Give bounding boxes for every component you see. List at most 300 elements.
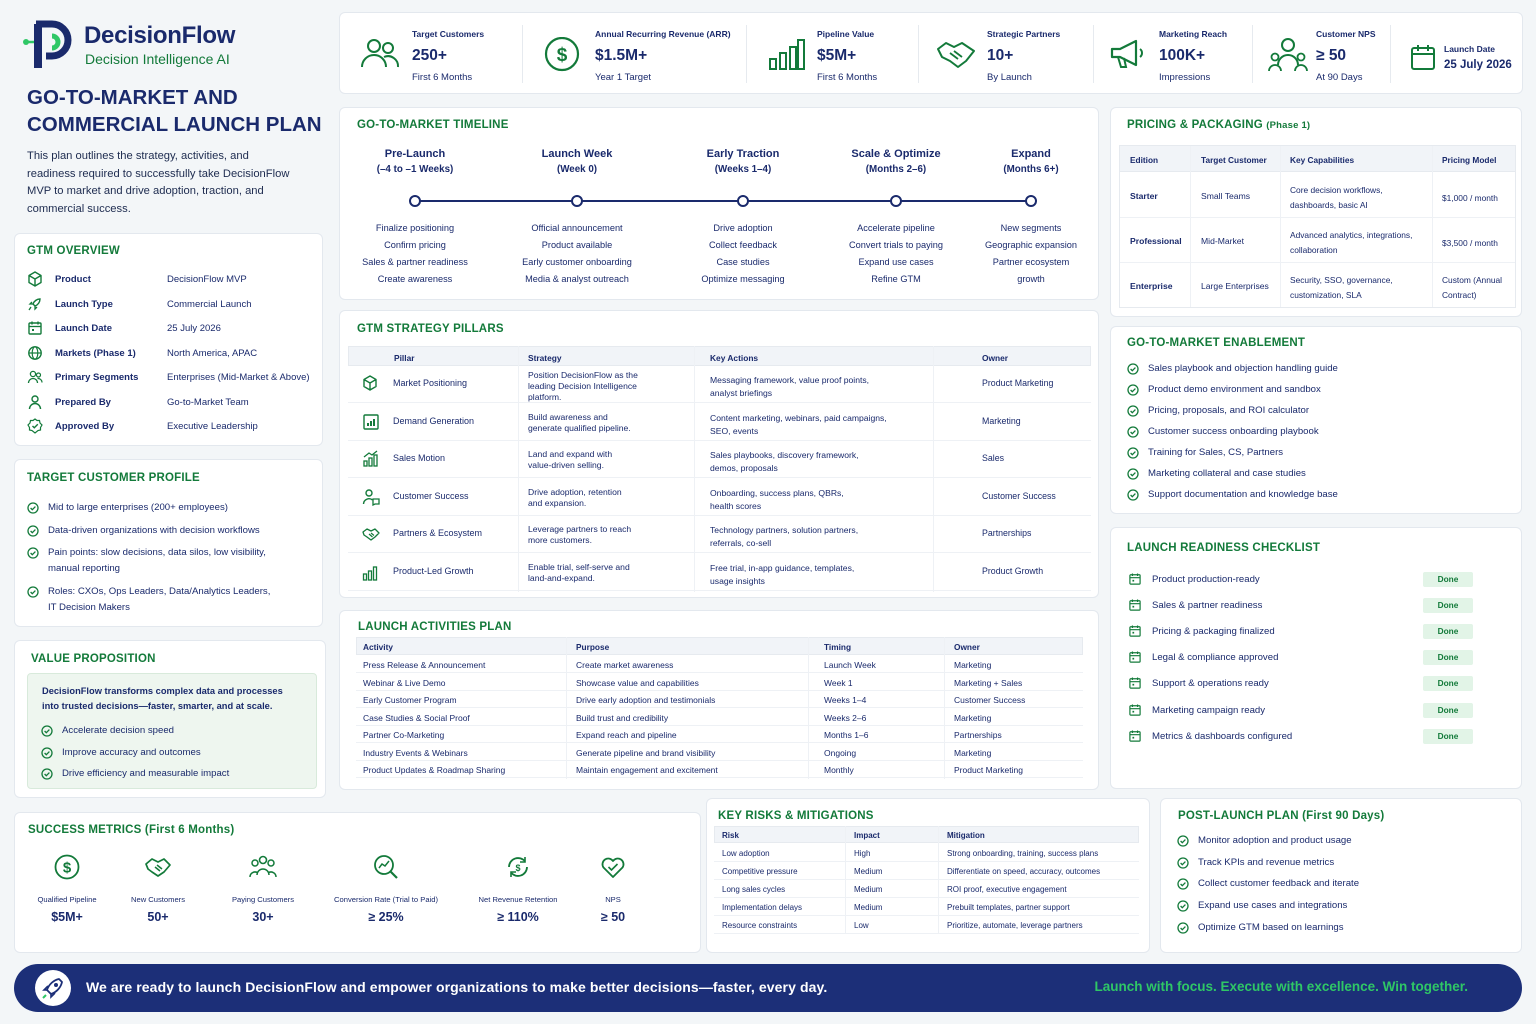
overview-key: Primary Segments [55, 372, 139, 383]
bar-chart-icon [362, 563, 380, 581]
status-badge: Done [1423, 624, 1473, 639]
column-header: Timing [824, 642, 852, 652]
activity-cell: Maintain engagement and excitement [576, 765, 718, 775]
activity-cell: Expand reach and pipeline [576, 730, 677, 740]
calendar-icon [1128, 650, 1142, 664]
phase-item: Confirm pricing [384, 240, 446, 250]
overview-row [27, 421, 317, 437]
footer-message: We are ready to launch DecisionFlow and empower organizations to make better decisions—faster, every day. [86, 979, 828, 995]
title-line-2: COMMERCIAL LAUNCH PLAN [27, 113, 322, 136]
edition-capabilities [1290, 228, 1412, 258]
timeline-node [737, 195, 749, 207]
risks-table [714, 826, 1139, 946]
readiness-item [1127, 572, 1507, 590]
activity-cell: Launch Week [824, 660, 876, 670]
status-badge: Done [1423, 729, 1473, 744]
gtm-timeline-panel [339, 107, 1099, 300]
users-icon [249, 853, 277, 881]
activity-cell: Industry Events & Webinars [363, 747, 468, 758]
footer-tagline: Launch with focus. Execute with excellence. Win together. [1094, 979, 1468, 994]
activity-row [356, 761, 1083, 778]
activity-cell: Press Release & Announcement [363, 660, 486, 670]
pillar-owner: Partnerships [982, 528, 1032, 538]
readiness-label: Metrics & dashboards configured [1152, 730, 1293, 742]
check-item-text: Accelerate decision speed [62, 725, 174, 736]
text-line: Free trial, in-app guidance, templates, [710, 562, 855, 573]
text-line: Land and expand with [528, 449, 613, 459]
section-title: SUCCESS METRICS (First 6 Months) [28, 824, 235, 836]
footer-banner [14, 964, 1522, 1012]
text-line: Position DecisionFlow as the [528, 370, 638, 380]
text-line: Contract) [1442, 290, 1477, 300]
text-line: Messaging framework, value proof points, [710, 375, 870, 385]
value-statement [42, 684, 283, 714]
value-statement-line: into trusted decisions—faster, smarter, and at scale. [42, 701, 273, 711]
overview-row [27, 299, 317, 315]
risk-cell: Implementation delays [722, 903, 803, 912]
target-customer-profile-panel [14, 459, 323, 627]
activity-cell: Weeks 2–6 [824, 712, 867, 723]
timeline-phase [512, 148, 642, 175]
risk-cell: Strong onboarding, training, success plans [947, 849, 1099, 858]
risk-cell: Long sales cycles [722, 885, 786, 894]
phase-item: Refine GTM [871, 274, 921, 284]
phase-dates: (Months 6+) [1003, 164, 1059, 175]
kpi-sub: First 6 Months [817, 72, 878, 83]
kpi-partners [936, 13, 1086, 95]
pillar-owner: Sales [982, 453, 1005, 463]
brand-name: DecisionFlow [84, 22, 236, 49]
pricing-row [1120, 218, 1515, 263]
column-header: Target Customer [1201, 155, 1267, 165]
users-icon [360, 37, 400, 71]
pillar-actions [710, 524, 858, 550]
pricing-row [1120, 263, 1515, 308]
column-divider [566, 637, 567, 779]
check-item-text: Collect customer feedback and iterate [1198, 878, 1360, 890]
overview-key: Prepared By [55, 396, 111, 408]
column-divider [1280, 146, 1281, 307]
column-header: Owner [982, 353, 1009, 363]
text-line: Sales playbooks, discovery framework, [710, 450, 859, 460]
success-metric [203, 853, 323, 924]
kpi-nps [1268, 13, 1398, 95]
customers-icon [1268, 37, 1308, 73]
metric-value: 50+ [147, 910, 169, 924]
readiness-label: Sales & partner readiness [1152, 600, 1263, 612]
kpi-label: Target Customers [412, 29, 485, 39]
kpi-strip [339, 12, 1523, 94]
activity-cell: Weeks 1–4 [824, 695, 867, 705]
metric-label: New Customers [130, 895, 185, 904]
text-line: Roles: CXOs, Ops Leaders, Data/Analytics Leaders, [48, 586, 271, 597]
activity-cell: Monthly [824, 765, 854, 775]
phase-items [503, 220, 651, 288]
status-badge: Done [1423, 676, 1473, 691]
check-item [27, 584, 317, 614]
column-divider [933, 346, 934, 592]
check-item-text: Support documentation and knowledge base [1148, 489, 1338, 500]
pillar-strategy [528, 370, 638, 403]
edition-name: Professional [1130, 236, 1182, 246]
risk-cell: Resource constraints [722, 921, 798, 930]
intro-paragraph: This plan outlines the strategy, activities, and readiness required to successfully take DecisionFlow MVP to market and drive adoption, traction, and commercial success. [27, 150, 290, 215]
text-line: Advanced analytics, integrations, [1290, 230, 1413, 240]
phase-name: Launch Week [541, 148, 613, 160]
activity-cell: Months 1–6 [824, 730, 869, 740]
activity-cell: Early Customer Program [363, 695, 457, 705]
kpi-value: 25 July 2026 [1444, 59, 1512, 71]
pillar-name: Demand Generation [393, 415, 475, 426]
calendar-icon [1128, 677, 1142, 691]
heart-icon [599, 853, 627, 881]
activity-row [356, 691, 1083, 708]
column-header: Purpose [576, 642, 610, 652]
activity-row [356, 744, 1083, 761]
support-icon [362, 488, 380, 506]
check-item-text: Customer success onboarding playbook [1148, 426, 1319, 437]
edition-pricing [1442, 236, 1498, 251]
check-circle-icon [1127, 363, 1139, 375]
calendar-icon [1128, 703, 1142, 717]
text-line: $3,500 / month [1442, 238, 1498, 248]
brand-header [22, 18, 322, 78]
strategy-pillars-panel [339, 310, 1099, 598]
text-line: Core decision workflows, [1290, 185, 1383, 195]
check-item-text: Expand use cases and integrations [1198, 900, 1348, 912]
svg-text:$: $ [515, 863, 521, 873]
brand-tagline: Decision Intelligence AI [85, 51, 230, 67]
check-circle-icon [41, 747, 53, 759]
risk-cell: Competitive pressure [722, 867, 798, 876]
activities-table [356, 637, 1083, 783]
phase-item: Optimize messaging [701, 274, 785, 284]
edition-name: Enterprise [1130, 281, 1173, 291]
pillar-strategy [528, 487, 622, 509]
pillar-strategy [528, 412, 631, 434]
text-line: manual reporting [48, 563, 120, 574]
check-item [41, 766, 301, 796]
text-line: Mid to large enterprises (200+ employees) [48, 502, 228, 513]
calendar-icon [1128, 624, 1142, 638]
pillar-row [348, 516, 1091, 553]
overview-key: Approved By [55, 421, 115, 432]
text-line: referrals, co-sell [710, 538, 772, 548]
readiness-panel [1110, 527, 1522, 789]
success-metric [98, 853, 218, 924]
check-item [27, 545, 317, 575]
title-line-1: GO-TO-MARKET AND [27, 86, 238, 109]
risk-row [714, 898, 1139, 916]
phase-item: Early customer onboarding [522, 257, 632, 267]
column-divider [845, 826, 846, 934]
timeline-node [890, 195, 902, 207]
status-badge: Done [1423, 703, 1473, 718]
calendar-icon [1128, 572, 1142, 586]
readiness-item [1127, 676, 1507, 694]
kpi-value: $5M+ [817, 47, 857, 64]
risk-row [714, 862, 1139, 880]
pillar-name: Sales Motion [393, 453, 446, 463]
handshake-icon [144, 853, 172, 881]
timeline-phase [350, 148, 480, 175]
text-line: analyst briefings [710, 388, 773, 398]
phase-name: Early Traction [706, 148, 780, 160]
check-circle-icon [1127, 447, 1139, 459]
activity-cell: Ongoing [824, 747, 857, 758]
phase-item: Official announcement [531, 223, 623, 233]
success-metric [553, 853, 673, 924]
check-item-text [48, 545, 266, 577]
column-divider [694, 346, 695, 592]
activity-cell: Marketing [954, 712, 992, 723]
section-title: LAUNCH READINESS CHECKLIST [1127, 542, 1321, 554]
readiness-label: Marketing campaign ready [1152, 704, 1266, 716]
phase-name: Pre-Launch [384, 148, 446, 160]
pricing-table [1119, 145, 1516, 308]
overview-value: Executive Leadership [167, 421, 258, 432]
pillar-row [348, 554, 1091, 591]
gtm-overview-panel [14, 233, 323, 446]
column-header: Impact [854, 831, 880, 840]
timeline-track [340, 193, 1100, 209]
risk-cell: Low adoption [722, 849, 770, 858]
text-line: usage insights [710, 575, 765, 586]
kpi-sub: At 90 Days [1316, 72, 1363, 83]
kpi-value: 100K+ [1159, 47, 1206, 64]
chart-doc-icon [362, 413, 380, 431]
text-line: IT Decision Makers [48, 602, 130, 613]
activity-row [356, 726, 1083, 743]
activity-cell: Create market awareness [576, 660, 674, 670]
check-item-text: Pricing, proposals, and ROI calculator [1148, 405, 1310, 416]
section-title: GO-TO-MARKET ENABLEMENT [1127, 337, 1306, 349]
check-item-text [48, 584, 270, 616]
kpi-launch-date [1410, 13, 1524, 95]
kpi-label: Customer NPS [1316, 29, 1376, 39]
risk-cell: Prioritize, automate, leverage partners [947, 921, 1083, 930]
rocket-icon [27, 296, 43, 312]
launch-activities-panel [339, 610, 1099, 790]
risk-cell: Prebuilt templates, partner support [947, 903, 1070, 912]
pricing-title-suffix: (Phase 1) [1266, 120, 1311, 131]
phase-item: Convert trials to paying [849, 240, 943, 250]
dollar-icon [53, 853, 81, 881]
column-divider [518, 346, 519, 592]
text-line: Content marketing, webinars, paid campaigns, [710, 412, 887, 423]
handshake-icon [936, 37, 976, 71]
check-circle-icon [1127, 468, 1139, 480]
pillar-actions [710, 412, 887, 438]
phase-item: Geographic expansion [985, 240, 1077, 250]
kpi-sub: Impressions [1159, 72, 1211, 83]
metric-label: Conversion Rate (Trial to Paid) [334, 895, 438, 904]
kpi-sub: By Launch [987, 72, 1032, 83]
activity-row [356, 656, 1083, 673]
phase-dates: (Weeks 1–4) [714, 164, 772, 175]
pillar-row [348, 479, 1091, 516]
timeline-node [409, 195, 421, 207]
kpi-target-customers [360, 13, 520, 95]
svg-text:$: $ [556, 45, 568, 66]
column-header: Activity [363, 642, 393, 652]
kpi-sub: First 6 Months [412, 72, 473, 83]
kpi-label: Launch Date [1444, 44, 1496, 54]
check-circle-icon [1127, 384, 1139, 396]
kpi-value: 250+ [412, 47, 447, 64]
column-header: Pillar [394, 353, 415, 363]
check-circle-icon [1127, 489, 1139, 501]
risk-cell: Differentiate on speed, accuracy, outcomes [947, 867, 1101, 876]
check-circle-icon [1177, 878, 1189, 890]
phase-item: Create awareness [377, 274, 453, 284]
readiness-item [1127, 703, 1507, 721]
check-item-text: Improve accuracy and outcomes [62, 746, 201, 758]
dollar-icon [543, 37, 581, 75]
pillar-actions [710, 562, 854, 588]
phase-item: Finalize positioning [375, 223, 455, 233]
text-line: Security, SSO, governance, [1290, 275, 1393, 285]
activity-cell: Generate pipeline and brand visibility [576, 747, 716, 758]
text-line: platform. [528, 392, 562, 402]
overview-row [27, 274, 317, 290]
cube-icon [362, 375, 378, 391]
timeline-phase [966, 148, 1096, 175]
pillar-actions [710, 487, 844, 513]
phase-item: Expand use cases [858, 257, 934, 267]
pillar-name: Customer Success [393, 490, 469, 501]
overview-key: Markets (Phase 1) [55, 347, 136, 359]
check-item-text: Drive efficiency and measurable impact [62, 768, 230, 779]
pillar-owner: Marketing [982, 415, 1021, 426]
edition-name: Starter [1130, 191, 1158, 201]
edition-target: Large Enterprises [1201, 281, 1269, 291]
column-header: Key Capabilities [1290, 155, 1355, 165]
pillar-name: Product-Led Growth [393, 565, 474, 576]
kpi-label: Marketing Reach [1159, 29, 1228, 39]
column-divider [938, 826, 939, 934]
value-statement-line: DecisionFlow transforms complex data and processes [42, 686, 283, 696]
check-circle-icon [1177, 900, 1189, 912]
check-circle-icon [1177, 835, 1189, 847]
pillar-row [348, 441, 1091, 478]
risk-row [714, 844, 1139, 862]
column-header: Risk [722, 831, 739, 840]
text-line: collaboration [1290, 245, 1338, 255]
pillar-name: Partners & Ecosystem [393, 528, 483, 538]
check-circle-icon [1127, 405, 1139, 417]
edition-target: Mid-Market [1201, 236, 1244, 246]
text-line: health scores [710, 500, 762, 511]
check-item [1177, 920, 1507, 950]
users-icon [27, 369, 43, 385]
pillar-strategy [528, 562, 630, 584]
page-title [27, 84, 327, 138]
kpi-label: Pipeline Value [817, 29, 875, 39]
activity-cell: Marketing + Sales [954, 677, 1023, 688]
text-line: Pain points: slow decisions, data silos, low visibility, [48, 547, 266, 558]
kpi-value: ≥ 50 [1316, 47, 1347, 64]
phase-name: Expand [1011, 148, 1051, 160]
timeline-node [1025, 195, 1037, 207]
activity-cell: Customer Success [954, 695, 1026, 705]
value-statement-box [27, 673, 317, 789]
column-header: Edition [1130, 155, 1159, 165]
edition-pricing [1442, 191, 1498, 206]
phase-dates: (–4 to –1 Weeks) [376, 164, 454, 175]
activity-cell: Build trust and credibility [576, 712, 669, 723]
text-line: $1,000 / month [1442, 193, 1498, 203]
calendar-icon [1410, 43, 1436, 71]
section-title: GO-TO-MARKET TIMELINE [357, 119, 509, 131]
risks-panel [706, 798, 1150, 953]
overview-value: North America, APAC [167, 347, 258, 359]
column-header: Mitigation [947, 831, 985, 840]
megaphone-icon [1108, 37, 1148, 71]
phase-dates: (Months 2–6) [865, 164, 927, 175]
phase-items [822, 220, 970, 288]
activity-cell: Case Studies & Social Proof [363, 712, 470, 723]
metric-label: Paying Customers [231, 895, 295, 904]
column-header: Key Actions [710, 353, 759, 363]
metric-label: Qualified Pipeline [37, 895, 97, 904]
section-title: GTM OVERVIEW [27, 245, 120, 257]
text-line: Data-driven organizations with decision workflows [48, 525, 260, 536]
check-circle-icon [27, 586, 39, 598]
phase-item: Partner ecosystem [992, 257, 1070, 267]
metric-label: NPS [605, 895, 621, 904]
text-line: and expansion. [528, 497, 587, 508]
activity-cell: Marketing [954, 660, 992, 670]
activity-cell: Webinar & Live Demo [363, 677, 446, 688]
status-badge: Done [1423, 572, 1473, 587]
badge-check-icon [27, 418, 43, 434]
text-line: dashboards, basic AI [1290, 200, 1368, 210]
calendar-icon [1128, 598, 1142, 612]
text-line: land-and-expand. [528, 572, 595, 583]
check-circle-icon [27, 525, 39, 537]
readiness-label: Pricing & packaging finalized [1152, 626, 1275, 638]
pillar-row [348, 404, 1091, 441]
status-badge: Done [1423, 650, 1473, 665]
text-line: SEO, events [710, 425, 759, 436]
text-line: leading Decision Intelligence [528, 381, 637, 391]
check-item-text: Sales playbook and objection handling guide [1148, 363, 1338, 374]
column-divider [1190, 146, 1191, 307]
check-item-text [48, 523, 260, 539]
check-circle-icon [27, 547, 39, 559]
text-line: generate qualified pipeline. [528, 422, 631, 433]
overview-value: 25 July 2026 [167, 323, 221, 334]
metric-value: 30+ [252, 910, 274, 924]
decisionflow-logo-icon [22, 20, 74, 70]
metric-value: $5M+ [51, 910, 83, 924]
handshake-icon [362, 525, 380, 543]
activity-cell: Drive early adoption and testimonials [576, 695, 716, 705]
overview-key: Launch Date [55, 323, 113, 334]
phase-items [669, 220, 817, 288]
status-badge: Done [1423, 598, 1473, 613]
edition-capabilities [1290, 183, 1383, 213]
check-item-text: Track KPIs and revenue metrics [1198, 856, 1335, 868]
risk-cell: Low [854, 921, 869, 930]
readiness-item [1127, 650, 1507, 668]
column-header: Pricing Model [1442, 155, 1497, 165]
readiness-label: Product production-ready [1152, 574, 1260, 585]
column-divider [944, 637, 945, 779]
metric-label: Net Revenue Retention [478, 895, 558, 904]
overview-row [27, 372, 317, 388]
